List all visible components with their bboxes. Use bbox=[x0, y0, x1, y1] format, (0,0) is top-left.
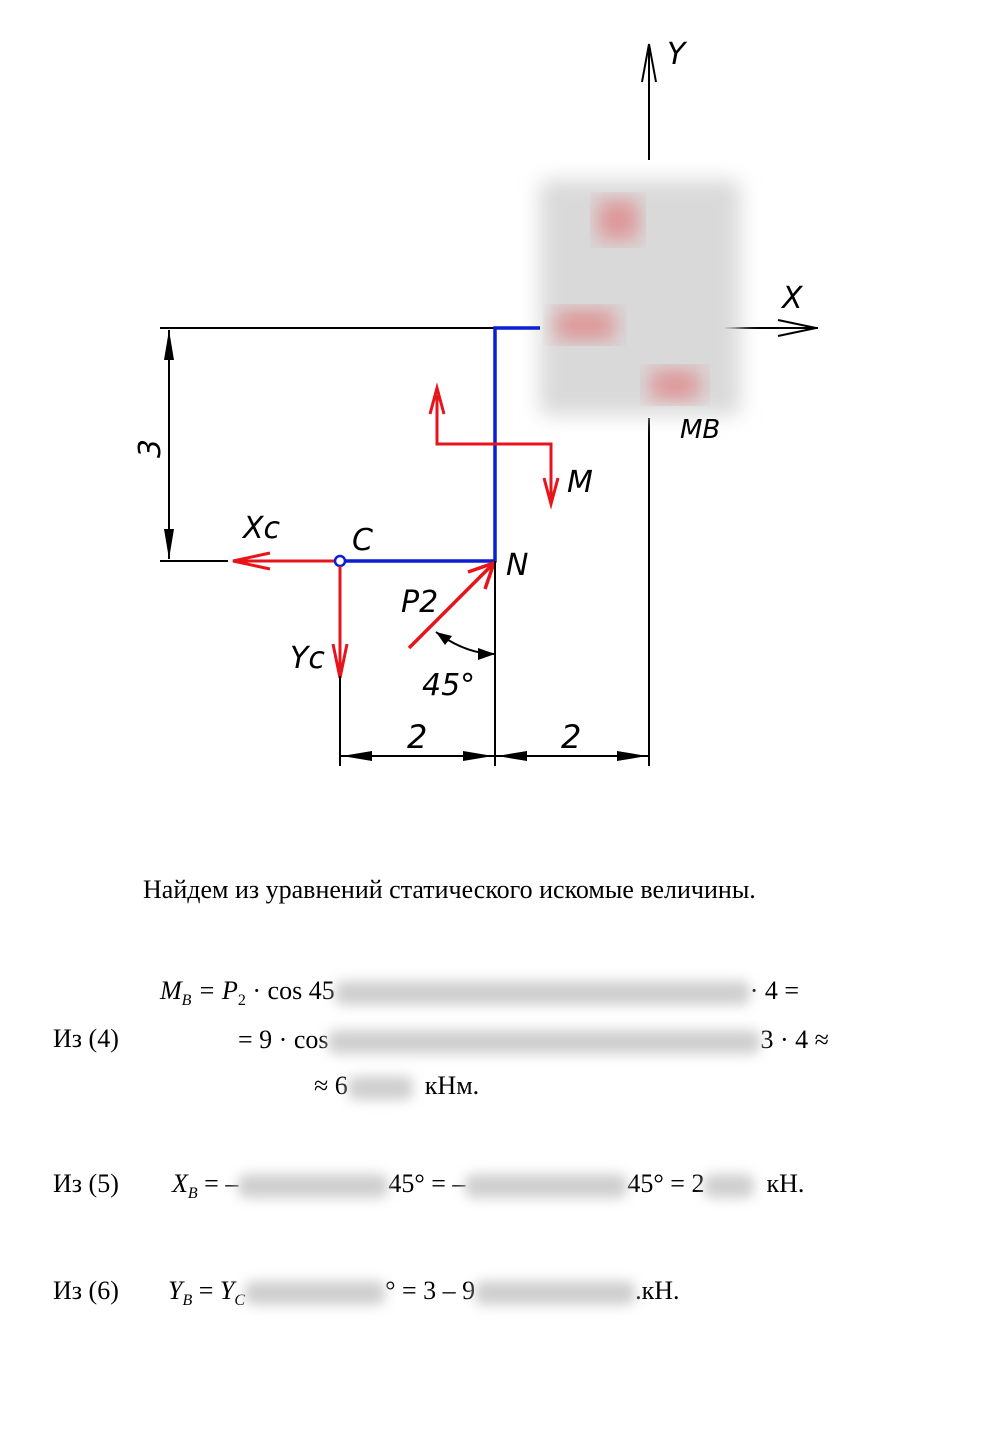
point-c-label: C bbox=[352, 523, 373, 558]
eq4-line3-end: кНм. bbox=[424, 1071, 480, 1100]
heading-text: Найдем из уравнений статического искомые величины. bbox=[143, 875, 756, 904]
dimension-right-value: 2 bbox=[561, 718, 582, 756]
moment-m-label: M bbox=[567, 465, 593, 500]
eq6-blurred-2 bbox=[475, 1281, 635, 1305]
force-xc-label: Xc bbox=[243, 511, 281, 546]
eq6-unit: .кН. bbox=[635, 1276, 680, 1305]
eq4-line3-blurred bbox=[348, 1076, 413, 1100]
eq5-blurred-3 bbox=[704, 1174, 754, 1198]
eq4-line1 bbox=[160, 978, 799, 1009]
eq6-lhs-sub: B bbox=[182, 1292, 193, 1309]
eq4-mid: = P bbox=[191, 976, 238, 1005]
eq4-line3 bbox=[314, 1073, 479, 1100]
x-axis-label: X bbox=[782, 281, 803, 316]
eq4-line2-end: 3 · 4 ≈ bbox=[760, 1025, 829, 1054]
force-yc-arrow bbox=[333, 566, 347, 678]
dimension-vertical-value: 3 bbox=[133, 438, 168, 458]
eq4-label: Из (4) bbox=[53, 1024, 119, 1053]
eq4-line1-blurred bbox=[335, 981, 750, 1005]
eq5-label: Из (5) bbox=[53, 1169, 119, 1198]
point-n-label: N bbox=[506, 548, 529, 583]
eq5-unit: кН. bbox=[766, 1169, 805, 1198]
eq6-rhs: Y bbox=[219, 1276, 235, 1305]
dimension-left-value: 2 bbox=[407, 718, 428, 756]
eq5-blurred-1 bbox=[238, 1174, 388, 1198]
y-axis-label: Y bbox=[667, 37, 686, 72]
point-c bbox=[335, 556, 345, 566]
mb-label: MB bbox=[680, 415, 721, 445]
eq4-lhs: M bbox=[160, 976, 182, 1005]
eq6-lhs: Y bbox=[168, 1276, 183, 1305]
support-b-blurred bbox=[540, 180, 740, 415]
force-xc-arrow bbox=[233, 553, 340, 569]
force-yc-label: Yc bbox=[290, 641, 325, 676]
eq4-line2-blurred bbox=[328, 1030, 760, 1054]
eq5-part3: 45° = 2 bbox=[627, 1169, 705, 1198]
angle-label: 45° bbox=[422, 668, 476, 703]
eq5-part1: = – bbox=[197, 1169, 239, 1198]
eq5-blurred-2 bbox=[465, 1174, 627, 1198]
eq5-expression bbox=[172, 1171, 804, 1202]
eq6-eq: = bbox=[192, 1276, 220, 1305]
force-p2-label: P2 bbox=[401, 585, 439, 620]
eq4-lhs-sub: B bbox=[181, 992, 192, 1009]
eq4-line2-start: = 9 · cos bbox=[238, 1025, 329, 1054]
eq6-label: Из (6) bbox=[53, 1276, 119, 1305]
eq4-line1-end: · 4 = bbox=[749, 976, 800, 1005]
eq4-line1-text: · cos 45 bbox=[245, 976, 335, 1005]
eq5-lhs: X bbox=[172, 1169, 188, 1198]
eq5-lhs-sub: B bbox=[187, 1185, 198, 1202]
eq4-line3-start: ≈ 6 bbox=[314, 1071, 348, 1100]
eq6-rhs-sub: C bbox=[234, 1292, 246, 1309]
eq4-mid-sub: 2 bbox=[237, 992, 246, 1009]
eq5-part2: 45° = – bbox=[388, 1169, 466, 1198]
eq6-part1: ° = 3 – 9 bbox=[385, 1276, 476, 1305]
y-axis bbox=[642, 44, 656, 160]
eq6-blurred-1 bbox=[245, 1281, 385, 1305]
eq6-expression bbox=[168, 1278, 680, 1309]
eq4-line2 bbox=[238, 1027, 829, 1054]
